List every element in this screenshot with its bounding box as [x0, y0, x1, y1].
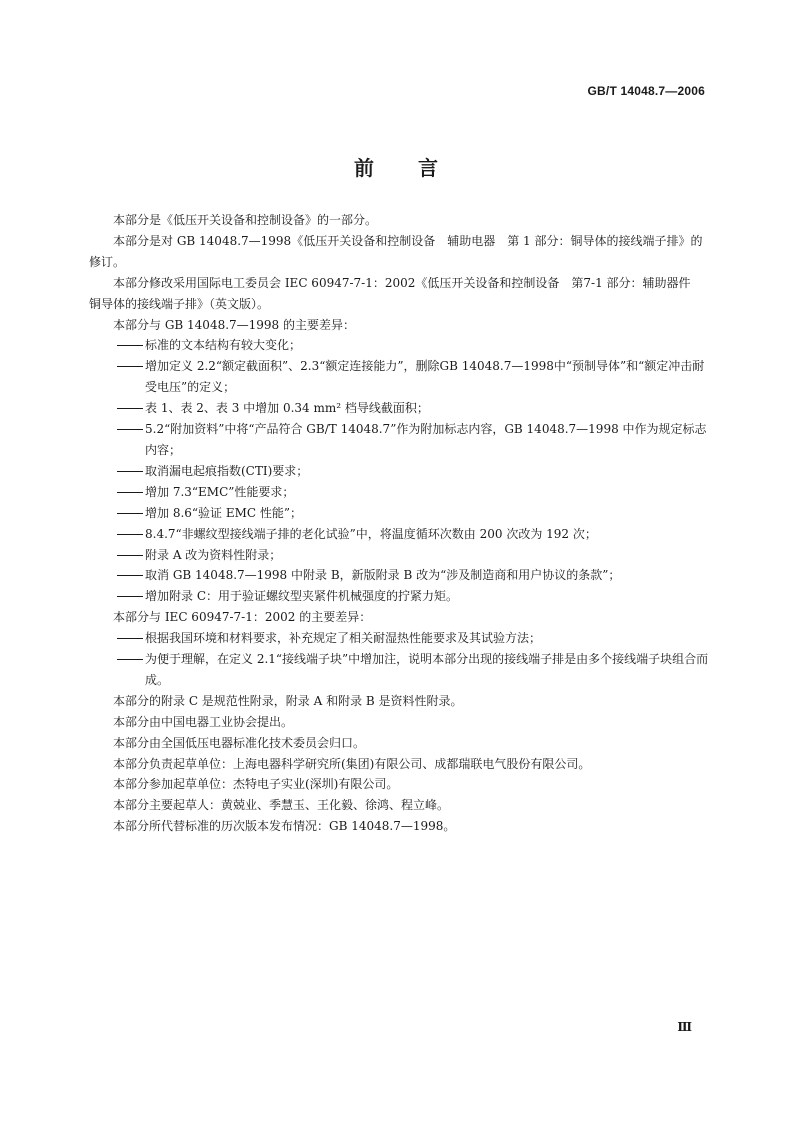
list-item — [89, 503, 709, 524]
standard-code: GB/T 14048.7—2006 — [587, 84, 705, 98]
paragraph: 本部分与 IEC 60947-7-1：2002 的主要差异： — [113, 610, 372, 625]
dash-bullet — [117, 492, 143, 493]
list-item-text: 5.2“附加资料”中将“产品符合 GB/T 14048.7”作为附加标志内容，GB 14048.7—1998 中作为规定标志内容； — [145, 422, 707, 457]
paragraph: 本部分负责起草单位：上海电器科学研究所(集团)有限公司、成都瑞联电气股份有限公司。 — [113, 756, 591, 771]
list-item — [89, 545, 709, 566]
list-item-text: 根据我国环境和材料要求，补充规定了相关耐湿热性能要求及其试验方法； — [145, 631, 542, 646]
list-item-text: 增加定义 2.2“额定截面积”、2.3“额定连接能力”，删除GB 14048.7—1998中“预制导体”和“额定冲击耐受电压”的定义； — [145, 359, 705, 395]
list-item — [89, 649, 709, 691]
dash-bullet — [117, 596, 143, 597]
dash-bullet — [117, 366, 143, 367]
list-item — [89, 482, 709, 503]
list-item — [89, 565, 709, 586]
paragraph: 本部分由中国电器工业协会提出。 — [113, 714, 294, 729]
dash-bullet — [117, 471, 143, 472]
paragraph: 本部分与 GB 14048.7—1998 的主要差异： — [113, 317, 356, 332]
title-char-1: 前 — [354, 156, 376, 180]
list-item-text: 取消漏电起痕指数(CTI)要求； — [145, 463, 309, 478]
dash-bullet — [117, 408, 143, 409]
paragraph: 本部分由全国低压电器标准化技术委员会归口。 — [113, 735, 366, 750]
list-item — [89, 524, 709, 545]
list-item-text: 附录 A 改为资料性附录； — [145, 547, 282, 562]
paragraph: 本部分主要起草人：黄兢业、季慧玉、王化毅、徐鸿、程立峰。 — [113, 798, 450, 813]
paragraph: 本部分参加起草单位：杰特电子实业(深圳)有限公司。 — [113, 777, 399, 792]
dash-bullet — [117, 345, 143, 346]
foreword-body — [89, 210, 709, 837]
list-item — [89, 461, 709, 482]
dash-bullet — [117, 534, 143, 535]
dash-bullet — [117, 659, 143, 660]
list-item — [89, 356, 709, 398]
list-item — [89, 398, 709, 419]
list-item-text: 表 1、表 2、表 3 中增加 0.34 mm² 档导线截面积； — [145, 401, 429, 416]
dash-bullet — [117, 429, 143, 430]
list-item-text: 增加附录 C：用于验证螺纹型夹紧件机械强度的拧紧力矩。 — [145, 589, 458, 604]
list-item — [89, 419, 709, 461]
paragraph: 本部分是《低压开关设备和控制设备》的一部分。 — [113, 213, 378, 227]
dash-bullet — [117, 513, 143, 514]
paragraph: 本部分的附录 C 是规范性附录，附录 A 和附录 B 是资料性附录。 — [113, 693, 463, 708]
dash-bullet — [117, 575, 143, 576]
list-item-text: 取消 GB 14048.7—1998 中附录 B，新版附录 B 改为“涉及制造商和用户协议的条款”； — [145, 568, 621, 583]
list-item — [89, 335, 709, 356]
paragraph: 本部分是对 GB 14048.7—1998《低压开关设备和控制设备 辅助电器 第 1 部分：铜导体的接线端子排》的修订。 — [89, 233, 703, 269]
title-char-2: 言 — [418, 156, 440, 180]
dash-bullet — [117, 638, 143, 639]
paragraph: 本部分修改采用国际电工委员会 IEC 60947-7-1：2002《低压开关设备和控制设备 第7-1 部分：辅助器件 铜导体的接线端子排》（英文版）。 — [89, 275, 703, 311]
list-item-text: 增加 8.6“验证 EMC 性能”； — [145, 505, 303, 520]
list-item-text: 标准的文本结构有较大变化； — [145, 338, 302, 353]
list-item-text: 8.4.7“非螺纹型接线端子排的老化试验”中，将温度循环次数由 200 次改为 192 次； — [145, 526, 597, 541]
list-item-text: 为便于理解，在定义 2.1“接线端子块”中增加注，说明本部分出现的接线端子排是由多个接线端子块组合而成。 — [145, 652, 709, 687]
paragraph: 本部分所代替标准的历次版本发布情况：GB 14048.7—1998。 — [113, 819, 456, 834]
list-item — [89, 628, 709, 649]
list-item — [89, 586, 709, 607]
page-number: Ⅲ — [677, 1020, 692, 1034]
page-title — [0, 152, 794, 181]
list-item-text: 增加 7.3“EMC”性能要求； — [145, 484, 295, 499]
dash-bullet — [117, 555, 143, 556]
